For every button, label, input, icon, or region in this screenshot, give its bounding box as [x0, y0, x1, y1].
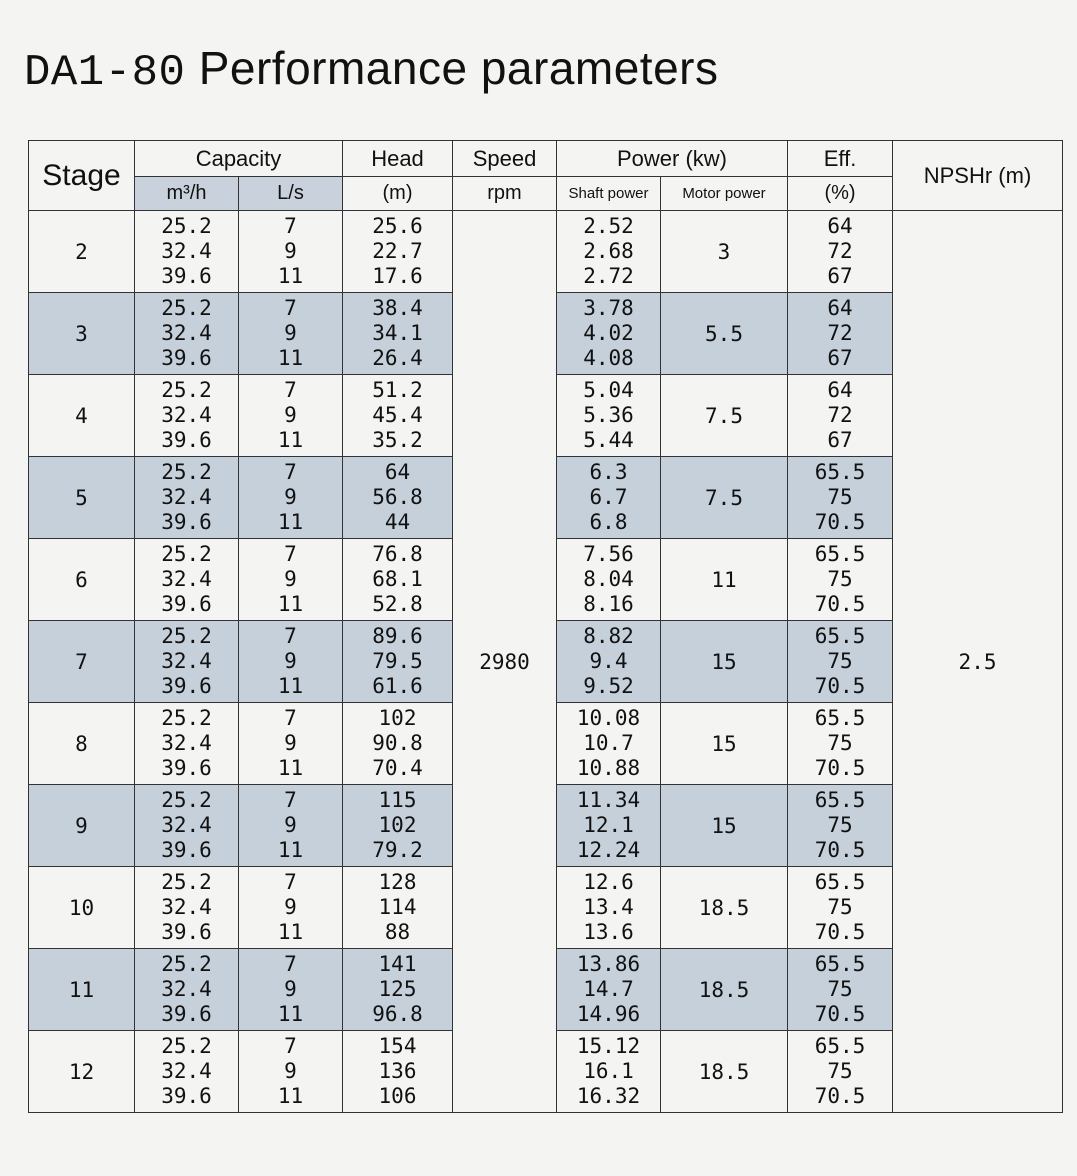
head-cell-value: 25.6	[372, 214, 423, 238]
head-cell-value: 79.2	[372, 838, 423, 862]
eff-cell	[788, 211, 893, 293]
capacity-ls-cell-value: 11	[277, 428, 304, 452]
capacity-ls-cell-value: 9	[284, 485, 297, 509]
capacity-m3h-cell	[135, 949, 239, 1031]
capacity-ls-cell	[239, 293, 343, 375]
capacity-ls-cell-value: 7	[284, 788, 297, 812]
eff-cell	[788, 539, 893, 621]
header-power: Power (kw)	[557, 141, 788, 177]
eff-cell-value: 70.5	[814, 838, 866, 862]
eff-cell	[788, 703, 893, 785]
capacity-ls-cell	[239, 375, 343, 457]
shaft-power-cell-value: 8.82	[583, 624, 634, 648]
header-capacity-m3h: m³/h	[135, 177, 239, 211]
motor-power-cell: 5.5	[661, 293, 788, 375]
eff-cell-value: 75	[827, 813, 853, 837]
shaft-power-cell	[557, 703, 661, 785]
shaft-power-cell-value: 2.52	[583, 214, 634, 238]
capacity-ls-cell-value: 9	[284, 321, 297, 345]
eff-cell-value: 65.5	[814, 460, 866, 484]
head-cell-value: 76.8	[372, 542, 423, 566]
shaft-power-cell-value: 12.6	[583, 870, 634, 894]
head-cell-value: 26.4	[372, 346, 423, 370]
eff-cell	[788, 293, 893, 375]
capacity-m3h-cell-value: 32.4	[161, 895, 212, 919]
stage-cell: 11	[29, 949, 135, 1031]
eff-cell-value: 65.5	[814, 542, 866, 566]
capacity-ls-cell-value: 11	[277, 592, 304, 616]
header-capacity: Capacity	[135, 141, 343, 177]
head-cell-value: 154	[378, 1034, 417, 1058]
capacity-ls-cell-value: 11	[277, 346, 304, 370]
capacity-m3h-cell	[135, 457, 239, 539]
head-cell-value: 115	[378, 788, 417, 812]
capacity-ls-cell-value: 7	[284, 952, 297, 976]
shaft-power-cell-value: 5.44	[583, 428, 634, 452]
capacity-m3h-cell	[135, 621, 239, 703]
shaft-power-cell-value: 10.88	[576, 756, 641, 780]
capacity-ls-cell-value: 7	[284, 542, 297, 566]
capacity-ls-cell-value: 9	[284, 239, 297, 263]
npshr-cell: 2.5	[893, 211, 1063, 1113]
shaft-power-cell	[557, 293, 661, 375]
shaft-power-cell	[557, 785, 661, 867]
eff-cell-value: 67	[827, 428, 853, 452]
capacity-ls-cell-value: 9	[284, 567, 297, 591]
eff-cell-value: 70.5	[814, 592, 866, 616]
capacity-m3h-cell-value: 39.6	[161, 838, 212, 862]
head-cell-value: 102	[378, 706, 417, 730]
capacity-ls-cell-value: 7	[284, 378, 297, 402]
shaft-power-cell-value: 5.04	[583, 378, 634, 402]
eff-cell-value: 75	[827, 977, 853, 1001]
stage-cell: 7	[29, 621, 135, 703]
capacity-m3h-cell-value: 25.2	[161, 624, 212, 648]
capacity-m3h-cell-value: 32.4	[161, 567, 212, 591]
motor-power-cell: 15	[661, 621, 788, 703]
shaft-power-cell	[557, 621, 661, 703]
head-cell-value: 45.4	[372, 403, 423, 427]
capacity-m3h-cell-value: 39.6	[161, 346, 212, 370]
title-text: Performance parameters	[185, 42, 719, 94]
head-cell-value: 79.5	[372, 649, 423, 673]
capacity-ls-cell-value: 9	[284, 813, 297, 837]
head-cell-value: 141	[378, 952, 417, 976]
head-cell	[343, 211, 453, 293]
head-cell-value: 35.2	[372, 428, 423, 452]
capacity-ls-cell-value: 11	[277, 756, 304, 780]
capacity-m3h-cell-value: 32.4	[161, 485, 212, 509]
shaft-power-cell-value: 7.56	[583, 542, 634, 566]
header-speed: Speed	[453, 141, 557, 177]
header-npshr: NPSHr (m)	[893, 141, 1063, 211]
eff-cell-value: 64	[827, 378, 853, 402]
shaft-power-cell-value: 9.52	[583, 674, 634, 698]
header-eff-unit: (%)	[788, 177, 893, 211]
eff-cell-value: 75	[827, 649, 853, 673]
eff-cell	[788, 785, 893, 867]
capacity-m3h-cell-value: 32.4	[161, 403, 212, 427]
capacity-ls-cell-value: 7	[284, 1034, 297, 1058]
head-cell-value: 136	[378, 1059, 417, 1083]
eff-cell	[788, 621, 893, 703]
capacity-ls-cell	[239, 949, 343, 1031]
capacity-ls-cell-value: 11	[277, 510, 304, 534]
shaft-power-cell-value: 14.7	[583, 977, 634, 1001]
eff-cell	[788, 949, 893, 1031]
motor-power-cell: 18.5	[661, 949, 788, 1031]
capacity-m3h-cell-value: 39.6	[161, 674, 212, 698]
eff-cell	[788, 375, 893, 457]
stage-cell: 4	[29, 375, 135, 457]
eff-cell-value: 72	[827, 403, 853, 427]
motor-power-cell: 18.5	[661, 1031, 788, 1113]
shaft-power-cell-value: 9.4	[589, 649, 628, 673]
head-cell	[343, 539, 453, 621]
capacity-m3h-cell	[135, 211, 239, 293]
stage-cell: 6	[29, 539, 135, 621]
capacity-m3h-cell-value: 39.6	[161, 428, 212, 452]
header-head: Head	[343, 141, 453, 177]
stage-cell: 3	[29, 293, 135, 375]
capacity-m3h-cell-value: 39.6	[161, 592, 212, 616]
stage-cell: 2	[29, 211, 135, 293]
stage-cell: 12	[29, 1031, 135, 1113]
capacity-m3h-cell-value: 32.4	[161, 1059, 212, 1083]
shaft-power-cell-value: 12.1	[583, 813, 634, 837]
capacity-m3h-cell-value: 32.4	[161, 239, 212, 263]
eff-cell	[788, 457, 893, 539]
capacity-m3h-cell-value: 39.6	[161, 1002, 212, 1026]
stage-cell: 8	[29, 703, 135, 785]
eff-cell-value: 75	[827, 895, 853, 919]
head-cell	[343, 785, 453, 867]
capacity-ls-cell-value: 9	[284, 1059, 297, 1083]
capacity-ls-cell-value: 11	[277, 1002, 304, 1026]
capacity-ls-cell-value: 9	[284, 895, 297, 919]
capacity-m3h-cell-value: 39.6	[161, 510, 212, 534]
shaft-power-cell	[557, 457, 661, 539]
eff-cell-value: 70.5	[814, 756, 866, 780]
head-cell	[343, 375, 453, 457]
capacity-ls-cell-value: 9	[284, 403, 297, 427]
shaft-power-cell	[557, 1031, 661, 1113]
shaft-power-cell-value: 5.36	[583, 403, 634, 427]
eff-cell-value: 72	[827, 239, 853, 263]
capacity-m3h-cell	[135, 1031, 239, 1113]
shaft-power-cell-value: 15.12	[576, 1034, 641, 1058]
head-cell-value: 88	[384, 920, 411, 944]
capacity-m3h-cell-value: 39.6	[161, 756, 212, 780]
shaft-power-cell-value: 13.4	[583, 895, 634, 919]
shaft-power-cell-value: 14.96	[576, 1002, 641, 1026]
capacity-m3h-cell	[135, 703, 239, 785]
eff-cell	[788, 867, 893, 949]
shaft-power-cell-value: 10.7	[583, 731, 634, 755]
eff-cell-value: 70.5	[814, 510, 866, 534]
eff-cell-value: 75	[827, 567, 853, 591]
head-cell	[343, 1031, 453, 1113]
speed-cell: 2980	[453, 211, 557, 1113]
capacity-m3h-cell-value: 39.6	[161, 920, 212, 944]
shaft-power-cell	[557, 211, 661, 293]
head-cell-value: 114	[378, 895, 417, 919]
eff-cell-value: 65.5	[814, 788, 866, 812]
shaft-power-cell-value: 4.08	[583, 346, 634, 370]
capacity-m3h-cell-value: 32.4	[161, 731, 212, 755]
stage-cell: 10	[29, 867, 135, 949]
capacity-ls-cell	[239, 457, 343, 539]
eff-cell-value: 70.5	[814, 1084, 866, 1108]
capacity-m3h-cell-value: 25.2	[161, 542, 212, 566]
table-row	[29, 211, 1063, 293]
shaft-power-cell-value: 16.32	[576, 1084, 641, 1108]
shaft-power-cell-value: 6.8	[589, 510, 628, 534]
head-cell	[343, 949, 453, 1031]
head-cell-value: 56.8	[372, 485, 423, 509]
capacity-ls-cell-value: 9	[284, 649, 297, 673]
head-cell-value: 34.1	[372, 321, 423, 345]
capacity-ls-cell-value: 7	[284, 870, 297, 894]
capacity-ls-cell-value: 11	[277, 838, 304, 862]
capacity-ls-cell	[239, 621, 343, 703]
capacity-ls-cell-value: 11	[277, 674, 304, 698]
header-head-unit: (m)	[343, 177, 453, 211]
shaft-power-cell-value: 3.78	[583, 296, 634, 320]
capacity-ls-cell	[239, 785, 343, 867]
shaft-power-cell-value: 6.3	[589, 460, 628, 484]
eff-cell-value: 72	[827, 321, 853, 345]
head-cell-value: 44	[384, 510, 411, 534]
shaft-power-cell-value: 13.86	[576, 952, 641, 976]
capacity-m3h-cell-value: 39.6	[161, 264, 212, 288]
capacity-ls-cell	[239, 867, 343, 949]
head-cell	[343, 457, 453, 539]
shaft-power-cell-value: 2.72	[583, 264, 634, 288]
capacity-ls-cell-value: 9	[284, 977, 297, 1001]
capacity-m3h-cell-value: 39.6	[161, 1084, 212, 1108]
capacity-m3h-cell	[135, 867, 239, 949]
motor-power-cell: 7.5	[661, 457, 788, 539]
capacity-ls-cell-value: 7	[284, 214, 297, 238]
eff-cell-value: 65.5	[814, 624, 866, 648]
shaft-power-cell-value: 11.34	[576, 788, 641, 812]
capacity-m3h-cell	[135, 375, 239, 457]
motor-power-cell: 3	[661, 211, 788, 293]
capacity-m3h-cell	[135, 785, 239, 867]
head-cell-value: 125	[378, 977, 417, 1001]
eff-cell-value: 67	[827, 264, 853, 288]
head-cell	[343, 703, 453, 785]
capacity-m3h-cell-value: 25.2	[161, 1034, 212, 1058]
table-body	[29, 211, 1063, 1113]
eff-cell-value: 75	[827, 1059, 853, 1083]
eff-cell-value: 67	[827, 346, 853, 370]
shaft-power-cell-value: 6.7	[589, 485, 628, 509]
head-cell-value: 68.1	[372, 567, 423, 591]
capacity-m3h-cell-value: 25.2	[161, 706, 212, 730]
capacity-ls-cell	[239, 1031, 343, 1113]
shaft-power-cell-value: 4.02	[583, 321, 634, 345]
head-cell	[343, 867, 453, 949]
shaft-power-cell-value: 10.08	[576, 706, 641, 730]
head-cell	[343, 621, 453, 703]
header-eff: Eff.	[788, 141, 893, 177]
eff-cell-value: 64	[827, 214, 853, 238]
shaft-power-cell-value: 13.6	[583, 920, 634, 944]
page-title	[24, 40, 718, 101]
shaft-power-cell	[557, 867, 661, 949]
capacity-m3h-cell-value: 25.2	[161, 460, 212, 484]
capacity-ls-cell-value: 11	[277, 264, 304, 288]
capacity-ls-cell-value: 7	[284, 706, 297, 730]
stage-cell: 9	[29, 785, 135, 867]
motor-power-cell: 7.5	[661, 375, 788, 457]
capacity-ls-cell-value: 7	[284, 460, 297, 484]
capacity-m3h-cell-value: 25.2	[161, 952, 212, 976]
capacity-m3h-cell	[135, 539, 239, 621]
head-cell-value: 128	[378, 870, 417, 894]
shaft-power-cell	[557, 539, 661, 621]
capacity-ls-cell-value: 7	[284, 296, 297, 320]
capacity-ls-cell-value: 11	[277, 920, 304, 944]
capacity-m3h-cell-value: 25.2	[161, 214, 212, 238]
eff-cell	[788, 1031, 893, 1113]
capacity-m3h-cell-value: 32.4	[161, 321, 212, 345]
eff-cell-value: 65.5	[814, 870, 866, 894]
capacity-m3h-cell-value: 25.2	[161, 296, 212, 320]
head-cell-value: 70.4	[372, 756, 423, 780]
head-cell	[343, 293, 453, 375]
head-cell-value: 89.6	[372, 624, 423, 648]
capacity-m3h-cell-value: 25.2	[161, 788, 212, 812]
header-stage: Stage	[29, 141, 135, 211]
capacity-m3h-cell-value: 25.2	[161, 378, 212, 402]
capacity-m3h-cell-value: 32.4	[161, 649, 212, 673]
head-cell-value: 38.4	[372, 296, 423, 320]
capacity-ls-cell-value: 7	[284, 624, 297, 648]
header-motor-power: Motor power	[661, 177, 788, 211]
head-cell-value: 102	[378, 813, 417, 837]
capacity-m3h-cell-value: 32.4	[161, 813, 212, 837]
shaft-power-cell-value: 8.16	[583, 592, 634, 616]
header-shaft-power: Shaft power	[557, 177, 661, 211]
eff-cell-value: 75	[827, 731, 853, 755]
eff-cell-value: 70.5	[814, 920, 866, 944]
capacity-ls-cell	[239, 703, 343, 785]
performance-table	[28, 140, 1063, 1113]
capacity-ls-cell-value: 11	[277, 1084, 304, 1108]
shaft-power-cell-value: 12.24	[576, 838, 641, 862]
eff-cell-value: 75	[827, 485, 853, 509]
eff-cell-value: 64	[827, 296, 853, 320]
capacity-m3h-cell-value: 25.2	[161, 870, 212, 894]
capacity-ls-cell-value: 9	[284, 731, 297, 755]
head-cell-value: 106	[378, 1084, 417, 1108]
eff-cell-value: 65.5	[814, 706, 866, 730]
capacity-ls-cell	[239, 211, 343, 293]
head-cell-value: 90.8	[372, 731, 423, 755]
motor-power-cell: 15	[661, 703, 788, 785]
head-cell-value: 52.8	[372, 592, 423, 616]
capacity-m3h-cell	[135, 293, 239, 375]
motor-power-cell: 18.5	[661, 867, 788, 949]
capacity-ls-cell	[239, 539, 343, 621]
stage-cell: 5	[29, 457, 135, 539]
head-cell-value: 96.8	[372, 1002, 423, 1026]
head-cell-value: 17.6	[372, 264, 423, 288]
shaft-power-cell	[557, 375, 661, 457]
title-model: DA1-80	[24, 48, 186, 98]
eff-cell-value: 65.5	[814, 1034, 866, 1058]
eff-cell-value: 65.5	[814, 952, 866, 976]
eff-cell-value: 70.5	[814, 1002, 866, 1026]
header-capacity-ls: L/s	[239, 177, 343, 211]
head-cell-value: 22.7	[372, 239, 423, 263]
shaft-power-cell	[557, 949, 661, 1031]
motor-power-cell: 15	[661, 785, 788, 867]
head-cell-value: 61.6	[372, 674, 423, 698]
head-cell-value: 64	[384, 460, 411, 484]
motor-power-cell: 11	[661, 539, 788, 621]
capacity-m3h-cell-value: 32.4	[161, 977, 212, 1001]
header-speed-unit: rpm	[453, 177, 557, 211]
shaft-power-cell-value: 2.68	[583, 239, 634, 263]
shaft-power-cell-value: 8.04	[583, 567, 634, 591]
head-cell-value: 51.2	[372, 378, 423, 402]
shaft-power-cell-value: 16.1	[583, 1059, 634, 1083]
eff-cell-value: 70.5	[814, 674, 866, 698]
